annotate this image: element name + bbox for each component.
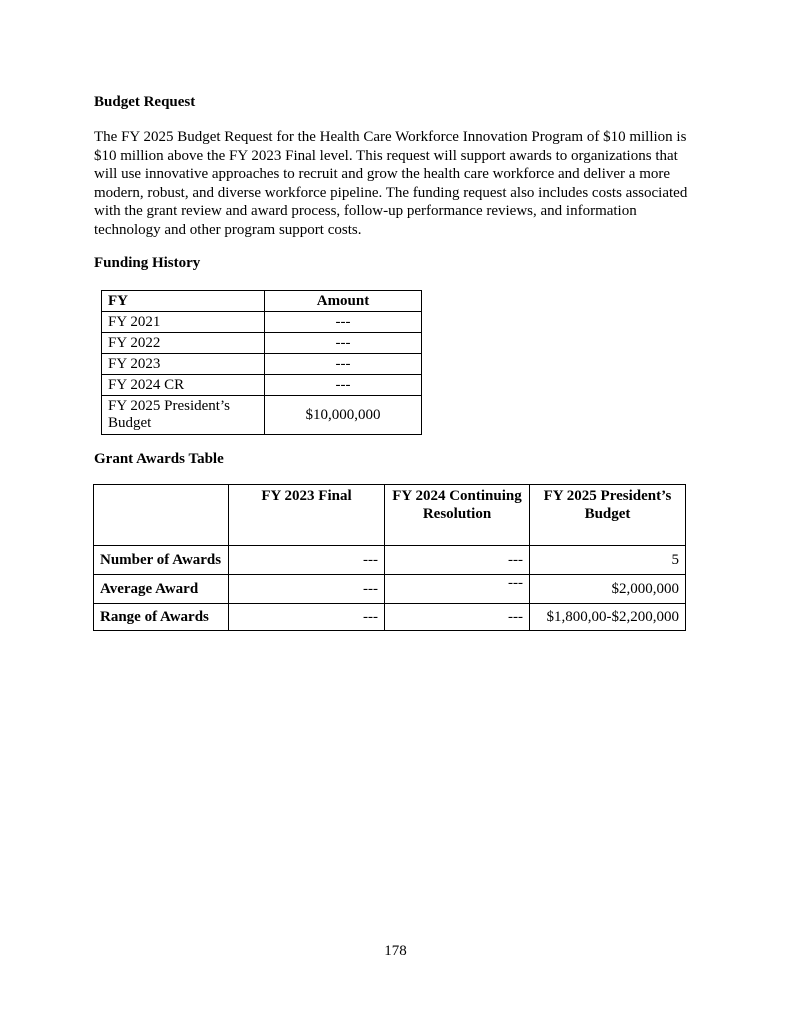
row-label: Range of Awards [94, 604, 229, 631]
fy-cell: FY 2024 CR [102, 375, 265, 396]
row-label: Average Award [94, 575, 229, 604]
column-header-fy2024: FY 2024 Continuing Resolution [385, 485, 530, 546]
table-row [102, 375, 422, 396]
budget-request-paragraph: The FY 2025 Budget Request for the Health Care Workforce Innovation Program of $10 million is $10 million above the FY 2023 Final level. This request will support awards to organizations that will use innovative approaches to recruit and grow the health care workforce and deliver a more modern, robust, and diverse workforce pipeline. The funding request also includes costs associated with the grant review and award process, follow-up performance reviews, and information technology and other program support costs. [94, 129, 688, 238]
amount-cell: --- [265, 354, 422, 375]
table-row [94, 575, 686, 604]
fy2025-cell: $1,800,00-$2,200,000 [530, 604, 686, 631]
fy2024-cell: --- [385, 575, 530, 604]
table-header-row [102, 291, 422, 312]
table-row [94, 604, 686, 631]
table-row [94, 546, 686, 575]
fy-cell: FY 2025 President’s Budget [102, 396, 265, 435]
funding-history-table [101, 290, 422, 435]
fy2023-cell: --- [229, 546, 385, 575]
column-header-blank [94, 485, 229, 546]
budget-request-heading: Budget Request [94, 94, 196, 110]
fy-cell: FY 2022 [102, 333, 265, 354]
table-row [102, 354, 422, 375]
amount-cell: --- [265, 312, 422, 333]
fy2024-cell: --- [385, 546, 530, 575]
table-row [102, 312, 422, 333]
page-number: 178 [384, 943, 407, 959]
table-row [102, 333, 422, 354]
table-header-row [94, 485, 686, 546]
fy2024-cell: --- [385, 604, 530, 631]
fy2023-cell: --- [229, 575, 385, 604]
column-header-fy: FY [102, 291, 265, 312]
amount-cell: --- [265, 375, 422, 396]
funding-history-heading: Funding History [94, 255, 201, 271]
grant-awards-table [93, 484, 686, 631]
fy-cell: FY 2021 [102, 312, 265, 333]
fy2025-cell: $2,000,000 [530, 575, 686, 604]
table-row [102, 396, 422, 435]
fy2023-cell: --- [229, 604, 385, 631]
row-label: Number of Awards [94, 546, 229, 575]
grant-awards-heading: Grant Awards Table [94, 451, 224, 467]
column-header-fy2025: FY 2025 President’s Budget [530, 485, 686, 546]
fy-cell: FY 2023 [102, 354, 265, 375]
fy2025-cell: 5 [530, 546, 686, 575]
column-header-amount: Amount [265, 291, 422, 312]
column-header-fy2023: FY 2023 Final [229, 485, 385, 546]
amount-cell: --- [265, 333, 422, 354]
amount-cell: $10,000,000 [265, 396, 422, 435]
